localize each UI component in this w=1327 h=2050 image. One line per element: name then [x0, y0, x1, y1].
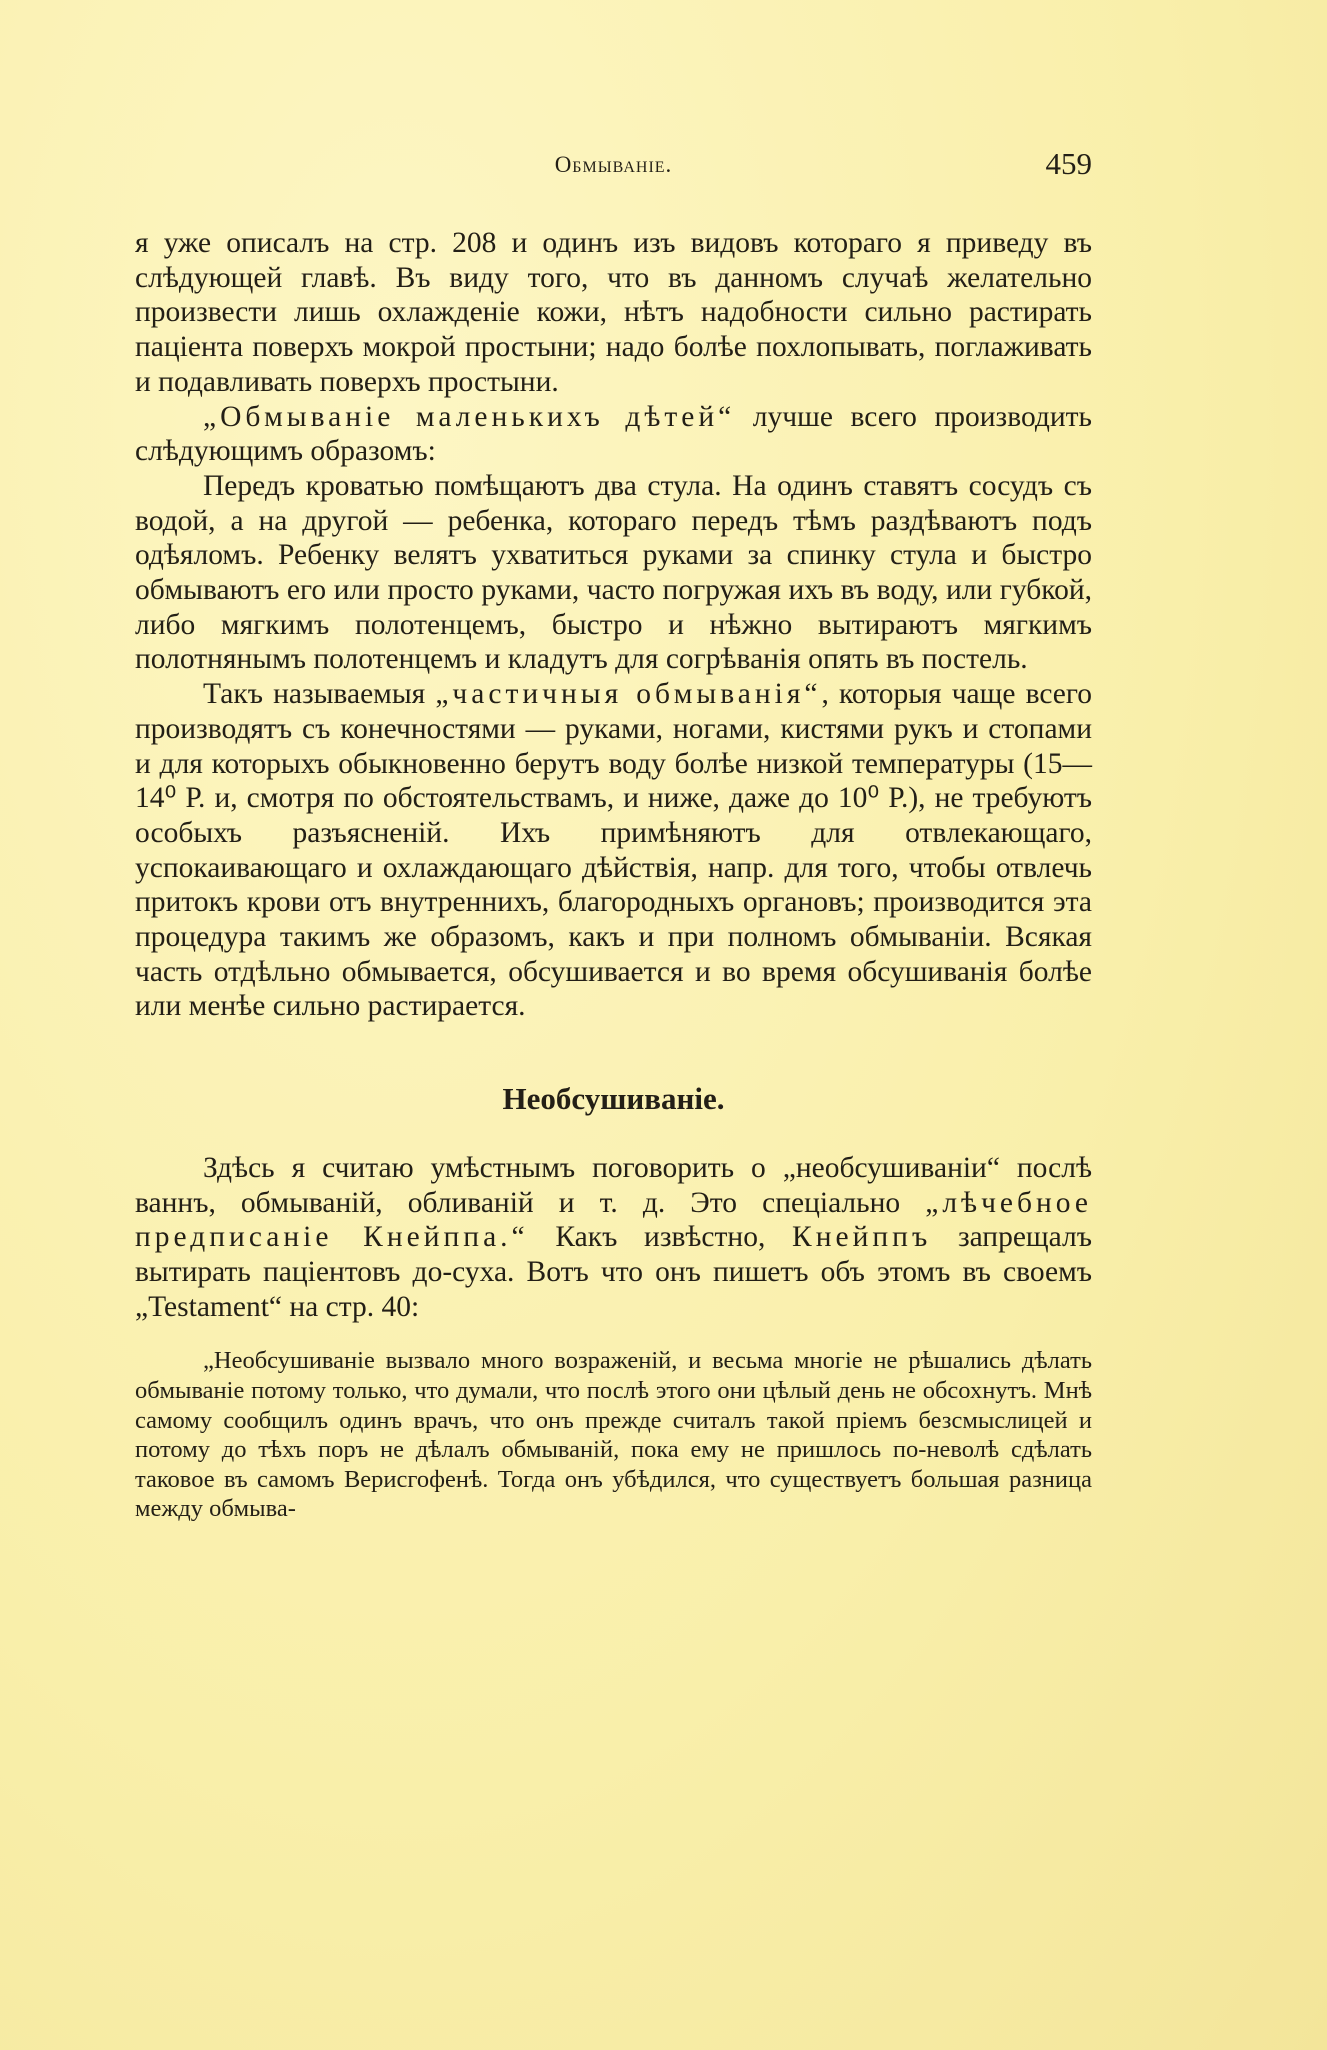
body-text: [135, 226, 1092, 1524]
paragraph-non-drying: [135, 1151, 1092, 1325]
term-kneipp-prescription: „лѣчебное предписаніе Кнейппа.“: [135, 1186, 1092, 1254]
paragraph-text: запрещалъ вытирать паціентовъ до-суха. Вотъ что онъ пишетъ объ этомъ въ своемъ „Testament“ на стр. 40:: [135, 1221, 1092, 1323]
page-number: 459: [1045, 146, 1092, 181]
running-head: Обмываніе.: [554, 152, 673, 177]
paragraph-text: Такъ называемыя: [203, 678, 436, 711]
section-heading: Необсушиваніе.: [502, 1081, 725, 1117]
quotation: „Необсушиваніе вызвало много возраженій, и весьма многіе не рѣшались дѣлать обмываніе потому только, что думали, что послѣ этого они цѣлый день не обсохнутъ. Мнѣ самому сообщилъ одинъ врачъ, что онъ прежде считалъ такой пріемъ безсмыслицей и потому до тѣхъ поръ не дѣлалъ обмываній, пока ему не пришлось по-неволѣ сдѣлать таковое въ самомъ Верисгофенѣ. Тогда онъ убѣдился, что существуетъ большая разница между обмыва-: [135, 1347, 1092, 1523]
paragraph-partial-washing: [135, 677, 1092, 1024]
paragraph-text: , которыя чаще всего производятъ съ конечностями — руками, ногами, кистями рукъ и стопами и для которыхъ обыкновенно берутъ воду болѣе низкой температуры (15—14⁰ Р. и, смотря по обстоятельствамъ, и ниже, даже до 10⁰ Р.), не требуютъ особыхъ разъясненій. Ихъ примѣняютъ для отвлекающаго, успокаивающаго и охлаждающаго дѣйствія, напр. для того, чтобы отвлечь притокъ крови отъ внутреннихъ, благородныхъ органовъ; производится эта процедура такимъ же образомъ, какъ и при полномъ обмываніи. Всякая часть отдѣльно обмывается, обсушивается и во время обсушиванія болѣе или менѣе сильно растирается.: [135, 678, 1092, 1023]
term-partial-washing: „частичныя обмыванія“: [435, 678, 822, 711]
paragraph-text: Здѣсь я считаю умѣстнымъ поговорить о „необсушиваніи“ послѣ ваннъ, обмываній, обливаній и т. д. Это спеціально: [135, 1151, 1092, 1219]
term-children-washing: „Обмываніе маленькихъ дѣтей“: [203, 400, 736, 433]
paragraph-children-washing: [135, 400, 1092, 469]
paragraph-procedure: Передъ кроватью помѣщаютъ два стула. На одинъ ставятъ сосудъ съ водой, а на другой — ребенка, котораго передъ тѣмъ раздѣваютъ подъ одѣяломъ. Ребенку велятъ ухватиться руками за спинку стула и быстро обмываютъ его или просто руками, часто погружая ихъ въ воду, или губкой, либо мягкимъ полотенцемъ, быстро и нѣжно вытираютъ мягкимъ полотнянымъ полотенцемъ и кладутъ для согрѣванія опять въ постель.: [135, 469, 1092, 676]
paragraph-continuation: я уже описалъ на стр. 208 и одинъ изъ видовъ котораго я приведу въ слѣдующей главѣ. Въ виду того, что въ данномъ случаѣ желательно произвести лишь охлажденіе кожи, нѣтъ надобности сильно растирать паціента поверхъ мокрой простыни; надо болѣе похлопывать, поглаживать и подавливать поверхъ простыни.: [135, 227, 1092, 398]
paragraph-text: лучше всего производить слѣдующимъ образомъ:: [135, 400, 1092, 468]
page-header: [135, 146, 1092, 192]
paragraph-text: Какъ извѣстно,: [528, 1221, 793, 1254]
author-name: Кнейппъ: [792, 1221, 932, 1254]
